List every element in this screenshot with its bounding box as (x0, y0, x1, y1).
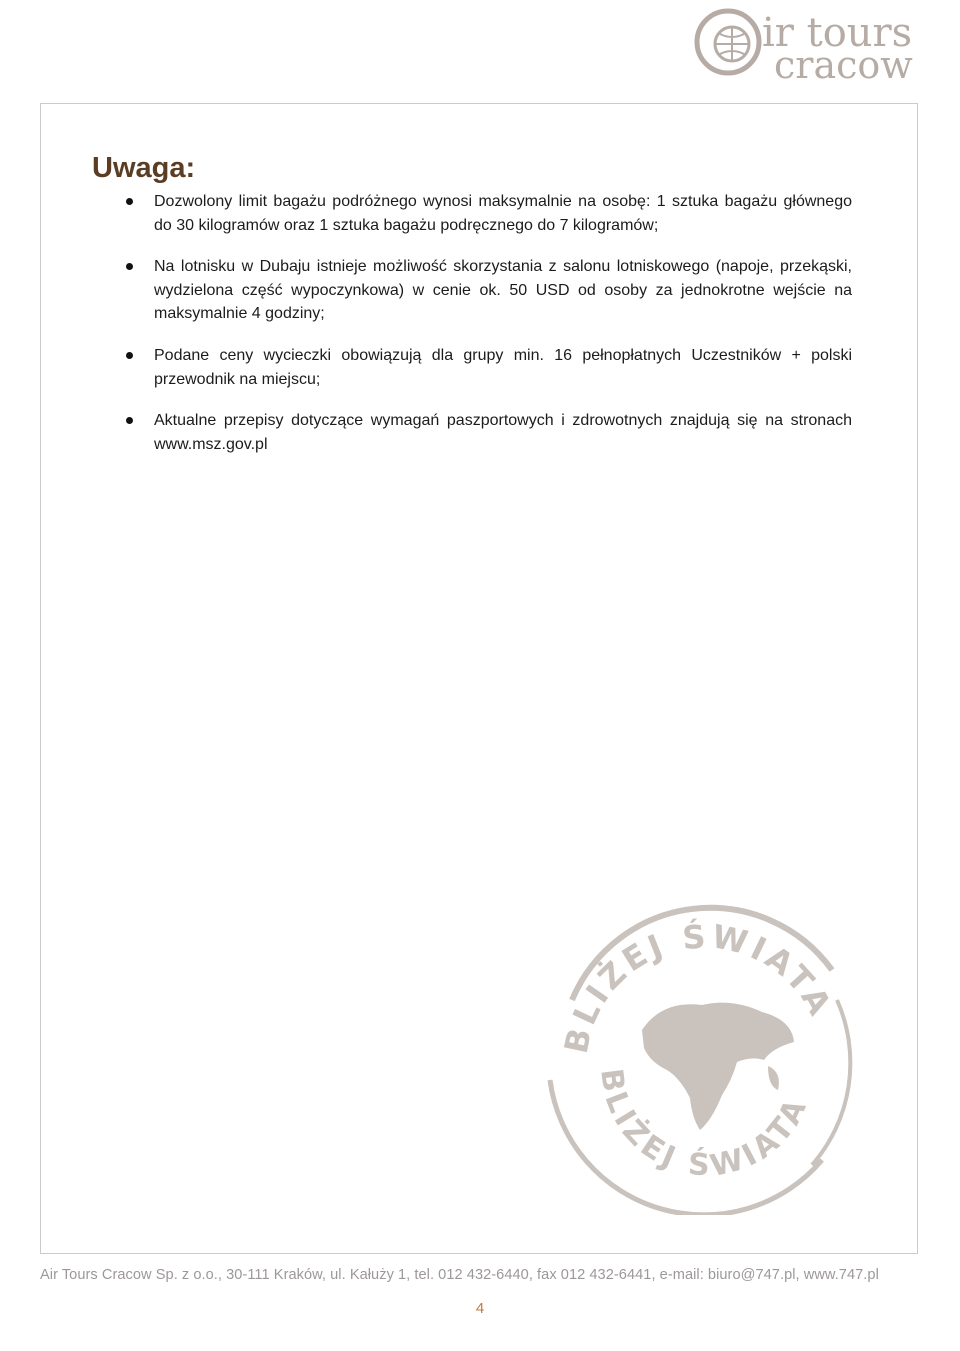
bullet-icon (126, 352, 133, 359)
list-item (116, 344, 852, 391)
air-tours-cracow-logo (692, 4, 924, 82)
page-number: 4 (475, 1300, 485, 1317)
stamp-text-bottom: BLIŻEJ ŚWIATA (593, 1066, 816, 1185)
logo-text-line1: ir tours (762, 10, 913, 56)
blizej-swiata-stamp (532, 880, 872, 1215)
stamp-text-top: BLIŻEJ ŚWIATA (556, 917, 841, 1057)
note-text: Dozwolony limit bagażu podróżnego wynosi maksymalnie na osobę: 1 sztuka bagażu głównego do 30 kilogramów oraz 1 sztuka bagażu podręcznego do 7 kilogramów; (154, 193, 852, 234)
list-item (116, 255, 852, 326)
page-heading: Uwaga: (92, 152, 196, 184)
note-text: Podane ceny wycieczki obowiązują dla grupy min. 16 pełnopłatnych Uczestników + polski przewodnik na miejscu; (154, 346, 852, 388)
notes-list (116, 190, 852, 474)
logo-text-line2: cracow (774, 43, 913, 82)
bullet-icon (126, 263, 133, 270)
bullet-icon (126, 198, 133, 205)
bullet-icon (126, 417, 133, 424)
footer-company-info: Air Tours Cracow Sp. z o.o., 30-111 Kraków, ul. Kałuży 1, tel. 012 432-6440, fax 012 432-6441, e-mail: biuro@747.pl, www.747.pl (40, 1267, 879, 1283)
note-text: Na lotnisku w Dubaju istnieje możliwość skorzystania z salonu lotniskowego (napoje, przekąski, wydzielona część wypoczynkowa) w cenie ok. 50 USD od osoby za jednokrotne wejście na maksymalnie 4 godziny; (154, 258, 852, 323)
list-item (116, 190, 852, 237)
list-item (116, 409, 852, 456)
note-text: Aktualne przepisy dotyczące wymagań paszportowych i zdrowotnych znajdują się na stronach www.msz.gov.pl (154, 412, 852, 453)
